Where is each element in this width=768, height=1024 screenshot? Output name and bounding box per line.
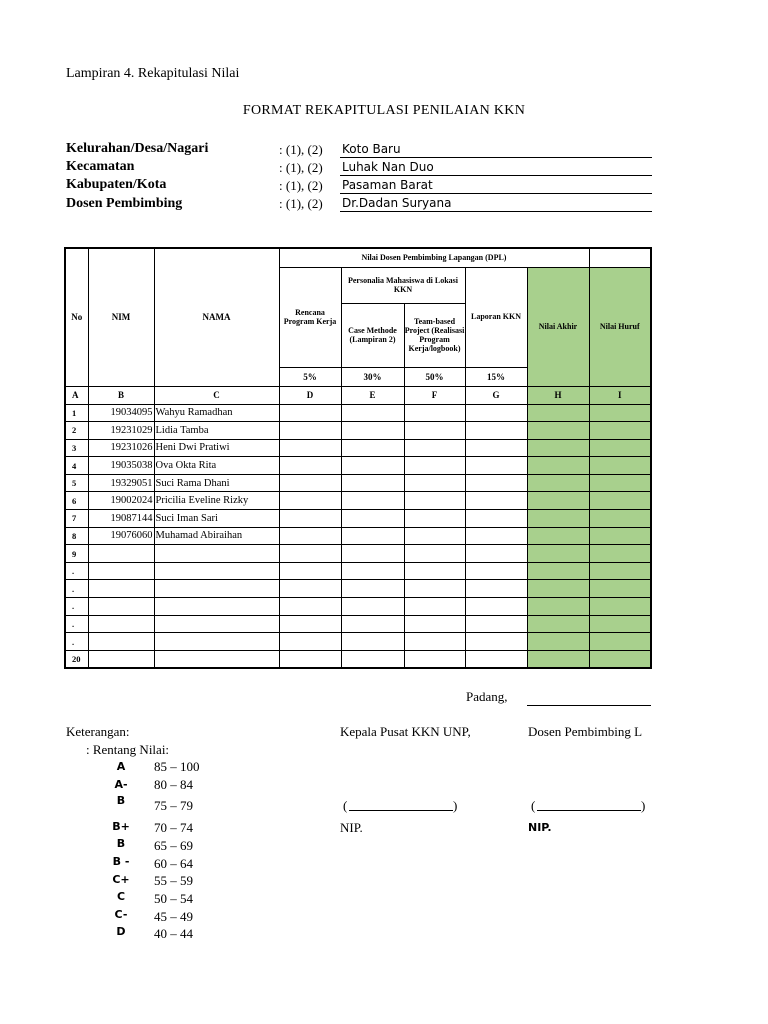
- cell-nilai-huruf[interactable]: [589, 650, 651, 668]
- info-label-kecamatan: Kecamatan: [66, 159, 135, 174]
- cell-rencana[interactable]: [279, 439, 341, 457]
- header-personalia: Personalia Mahasiswa di Lokasi KKN: [341, 267, 465, 303]
- cell-nilai-akhir[interactable]: [527, 580, 589, 598]
- cell-case-method[interactable]: [341, 545, 404, 563]
- signature-line: [537, 810, 641, 811]
- header-nilai-huruf: Nilai Huruf: [589, 267, 651, 386]
- cell-nama: Lidia Tamba: [154, 422, 279, 440]
- cell-team-based[interactable]: [404, 650, 465, 668]
- cell-nim: [88, 615, 154, 633]
- cell-nilai-huruf[interactable]: [589, 598, 651, 616]
- cell-rencana[interactable]: [279, 598, 341, 616]
- keterangan-label: Keterangan:: [66, 724, 130, 739]
- cell-case-method[interactable]: [341, 527, 404, 545]
- cell-no: 1: [65, 404, 88, 422]
- cell-nilai-huruf[interactable]: [589, 633, 651, 651]
- cell-case-method[interactable]: [341, 580, 404, 598]
- cell-nama: [154, 650, 279, 668]
- cell-rencana[interactable]: [279, 457, 341, 475]
- cell-laporan[interactable]: [465, 580, 527, 598]
- cell-nilai-akhir[interactable]: [527, 650, 589, 668]
- cell-nim: 19035038: [88, 457, 154, 475]
- table-row: [65, 650, 651, 668]
- info-value-kecamatan[interactable]: Luhak Nan Duo: [340, 160, 652, 176]
- grade-letter: A-: [114, 778, 128, 791]
- info-code-kecamatan: : (1), (2): [279, 160, 323, 175]
- weight-e: 30%: [341, 367, 404, 386]
- table-row: [65, 404, 651, 422]
- header-nama: NAMA: [154, 248, 279, 386]
- cell-team-based[interactable]: [404, 474, 465, 492]
- table-row: [65, 527, 651, 545]
- cell-team-based[interactable]: [404, 457, 465, 475]
- cell-nilai-akhir[interactable]: [527, 457, 589, 475]
- grade-range: 40 – 44: [154, 926, 193, 941]
- cell-nama: Suci Iman Sari: [154, 510, 279, 528]
- cell-nilai-huruf[interactable]: [589, 615, 651, 633]
- cell-nim: [88, 633, 154, 651]
- cell-nim: 19076060: [88, 527, 154, 545]
- cell-laporan[interactable]: [465, 562, 527, 580]
- cell-team-based[interactable]: [404, 580, 465, 598]
- cell-nama: Pricilia Eveline Rizky: [154, 492, 279, 510]
- cell-nama: [154, 562, 279, 580]
- cell-rencana[interactable]: [279, 510, 341, 528]
- info-label-kelurahan: Kelurahan/Desa/Nagari: [66, 141, 209, 156]
- cell-nama: [154, 598, 279, 616]
- cell-laporan[interactable]: [465, 439, 527, 457]
- cell-laporan[interactable]: [465, 615, 527, 633]
- cell-team-based[interactable]: [404, 598, 465, 616]
- cell-nama: Heni Dwi Pratiwi: [154, 439, 279, 457]
- cell-no: 4: [65, 457, 88, 475]
- grade-range: 45 – 49: [154, 909, 193, 924]
- cell-nama: Ova Okta Rita: [154, 457, 279, 475]
- table-row: [65, 492, 651, 510]
- info-label-dosen: Dosen Pembimbing: [66, 196, 183, 211]
- cell-nilai-huruf[interactable]: [589, 562, 651, 580]
- grade-range: 85 – 100: [154, 759, 200, 774]
- letter-g: G: [465, 386, 527, 404]
- cell-rencana[interactable]: [279, 562, 341, 580]
- grade-letter: D: [116, 925, 126, 938]
- table-row: [65, 474, 651, 492]
- info-code-kelurahan: : (1), (2): [279, 142, 323, 157]
- cell-no: .: [65, 598, 88, 616]
- cell-no: 6: [65, 492, 88, 510]
- weight-g: 15%: [465, 367, 527, 386]
- cell-rencana[interactable]: [279, 404, 341, 422]
- info-value-kabupaten[interactable]: Pasaman Barat: [340, 178, 652, 194]
- cell-case-method[interactable]: [341, 633, 404, 651]
- cell-nilai-akhir[interactable]: [527, 562, 589, 580]
- cell-nama: [154, 615, 279, 633]
- info-code-dosen: : (1), (2): [279, 196, 323, 211]
- cell-laporan[interactable]: [465, 633, 527, 651]
- grade-letter: C: [116, 890, 126, 903]
- table-row: [65, 562, 651, 580]
- student-rows: [65, 404, 651, 668]
- cell-rencana[interactable]: [279, 492, 341, 510]
- letter-i: I: [589, 386, 651, 404]
- header-no: No: [65, 248, 88, 386]
- cell-nim: 19231026: [88, 439, 154, 457]
- cell-case-method[interactable]: [341, 598, 404, 616]
- cell-rencana[interactable]: [279, 527, 341, 545]
- signature-line: [349, 810, 453, 811]
- cell-rencana[interactable]: [279, 580, 341, 598]
- cell-nim: [88, 562, 154, 580]
- cell-nilai-huruf[interactable]: [589, 545, 651, 563]
- kepala-label: Kepala Pusat KKN UNP,: [340, 724, 471, 739]
- grade-letter: B+: [112, 820, 130, 833]
- header-laporan: Laporan KKN: [465, 267, 527, 367]
- cell-nilai-huruf[interactable]: [589, 510, 651, 528]
- cell-team-based[interactable]: [404, 404, 465, 422]
- cell-no: 2: [65, 422, 88, 440]
- date-line[interactable]: [527, 705, 651, 706]
- table-row: [65, 457, 651, 475]
- grade-table: [64, 247, 652, 669]
- cell-rencana[interactable]: [279, 474, 341, 492]
- cell-team-based[interactable]: [404, 439, 465, 457]
- cell-nilai-huruf[interactable]: [589, 422, 651, 440]
- cell-laporan[interactable]: [465, 545, 527, 563]
- cell-laporan[interactable]: [465, 457, 527, 475]
- cell-case-method[interactable]: [341, 457, 404, 475]
- dosen-label: Dosen Pembimbing L: [528, 724, 643, 739]
- cell-team-based[interactable]: [404, 510, 465, 528]
- cell-no: 8: [65, 527, 88, 545]
- header-nilai-akhir: Nilai Akhir: [527, 267, 589, 386]
- info-code-kabupaten: : (1), (2): [279, 178, 323, 193]
- cell-nim: [88, 650, 154, 668]
- cell-case-method[interactable]: [341, 650, 404, 668]
- header-blank: [589, 248, 651, 267]
- grade-letter: B: [116, 794, 126, 807]
- cell-case-method[interactable]: [341, 422, 404, 440]
- header-nim: NIM: [88, 248, 154, 386]
- table-row: [65, 422, 651, 440]
- grade-range: 65 – 69: [154, 838, 193, 853]
- table-row: [65, 510, 651, 528]
- nip-dosen: NIP.: [528, 821, 552, 834]
- cell-nilai-huruf[interactable]: [589, 404, 651, 422]
- cell-nilai-huruf[interactable]: [589, 527, 651, 545]
- cell-nama: Muhamad Abiraihan: [154, 527, 279, 545]
- cell-no: 7: [65, 510, 88, 528]
- grade-letter: A: [116, 760, 126, 773]
- cell-nilai-akhir[interactable]: [527, 404, 589, 422]
- cell-nilai-akhir[interactable]: [527, 545, 589, 563]
- cell-nim: [88, 598, 154, 616]
- grade-range: 75 – 79: [154, 798, 193, 813]
- cell-no: 3: [65, 439, 88, 457]
- table-row: [65, 615, 651, 633]
- cell-nilai-akhir[interactable]: [527, 633, 589, 651]
- table-row: [65, 633, 651, 651]
- cell-team-based[interactable]: [404, 527, 465, 545]
- cell-case-method[interactable]: [341, 615, 404, 633]
- cell-nilai-akhir[interactable]: [527, 474, 589, 492]
- info-value-kelurahan[interactable]: Koto Baru: [340, 142, 652, 158]
- header-team-based: Team-based Project (Realisasi Program Kerja/logbook): [404, 303, 465, 367]
- cell-rencana[interactable]: [279, 650, 341, 668]
- weight-f: 50%: [404, 367, 465, 386]
- cell-team-based[interactable]: [404, 545, 465, 563]
- cell-nilai-akhir[interactable]: [527, 527, 589, 545]
- letter-h: H: [527, 386, 589, 404]
- page-title: FORMAT REKAPITULASI PENILAIAN KKN: [242, 103, 526, 118]
- cell-team-based[interactable]: [404, 615, 465, 633]
- cell-laporan[interactable]: [465, 510, 527, 528]
- cell-rencana[interactable]: [279, 633, 341, 651]
- cell-laporan[interactable]: [465, 492, 527, 510]
- cell-no: .: [65, 580, 88, 598]
- cell-nim: 19329051: [88, 474, 154, 492]
- cell-nim: 19002024: [88, 492, 154, 510]
- cell-case-method[interactable]: [341, 492, 404, 510]
- cell-laporan[interactable]: [465, 527, 527, 545]
- cell-case-method[interactable]: [341, 404, 404, 422]
- cell-nama: Wahyu Ramadhan: [154, 404, 279, 422]
- cell-case-method[interactable]: [341, 562, 404, 580]
- letter-b: B: [88, 386, 154, 404]
- cell-nilai-huruf[interactable]: [589, 474, 651, 492]
- cell-nim: [88, 580, 154, 598]
- cell-no: .: [65, 633, 88, 651]
- cell-case-method[interactable]: [341, 474, 404, 492]
- cell-nilai-akhir[interactable]: [527, 510, 589, 528]
- cell-laporan[interactable]: [465, 598, 527, 616]
- grade-letter: B: [116, 837, 126, 850]
- header-rencana: Rencana Program Kerja: [279, 267, 341, 367]
- cell-nama: [154, 580, 279, 598]
- header-dpl-group: Nilai Dosen Pembimbing Lapangan (DPL): [279, 248, 589, 267]
- grade-letter: C+: [112, 873, 130, 886]
- cell-nilai-huruf[interactable]: [589, 492, 651, 510]
- grade-range: 60 – 64: [154, 856, 193, 871]
- cell-nilai-huruf[interactable]: [589, 439, 651, 457]
- letter-c: C: [154, 386, 279, 404]
- cell-nama: [154, 545, 279, 563]
- cell-nama: [154, 633, 279, 651]
- grade-range: 55 – 59: [154, 873, 193, 888]
- table-row: [65, 598, 651, 616]
- letter-e: E: [341, 386, 404, 404]
- table-row: [65, 545, 651, 563]
- cell-rencana[interactable]: [279, 545, 341, 563]
- grade-letter: B -: [112, 855, 130, 868]
- cell-no: .: [65, 562, 88, 580]
- cell-case-method[interactable]: [341, 439, 404, 457]
- grade-letter: C-: [114, 908, 128, 921]
- cell-nim: 19087144: [88, 510, 154, 528]
- signature-kepala[interactable]: ( ): [343, 798, 458, 813]
- cell-team-based[interactable]: [404, 633, 465, 651]
- cell-nama: Suci Rama Dhani: [154, 474, 279, 492]
- cell-case-method[interactable]: [341, 510, 404, 528]
- cell-laporan[interactable]: [465, 422, 527, 440]
- letter-f: F: [404, 386, 465, 404]
- letter-a: A: [65, 386, 88, 404]
- info-value-dosen[interactable]: Dr.Dadan Suryana: [340, 196, 652, 212]
- cell-rencana[interactable]: [279, 422, 341, 440]
- cell-nilai-akhir[interactable]: [527, 422, 589, 440]
- info-label-kabupaten: Kabupaten/Kota: [66, 177, 167, 192]
- cell-nim: [88, 545, 154, 563]
- cell-team-based[interactable]: [404, 492, 465, 510]
- cell-no: .: [65, 615, 88, 633]
- weight-d: 5%: [279, 367, 341, 386]
- header-case-method: Case Methode (Lampiran 2): [341, 303, 404, 367]
- cell-laporan[interactable]: [465, 650, 527, 668]
- rentang-label: : Rentang Nilai:: [86, 742, 170, 757]
- lampiran-label: Lampiran 4. Rekapitulasi Nilai: [66, 66, 240, 81]
- grade-range: 70 – 74: [154, 820, 193, 835]
- letter-d: D: [279, 386, 341, 404]
- table-row: [65, 439, 651, 457]
- cell-nilai-huruf[interactable]: [589, 457, 651, 475]
- nip-kepala: NIP.: [340, 820, 363, 835]
- cell-nim: 19034095: [88, 404, 154, 422]
- cell-laporan[interactable]: [465, 474, 527, 492]
- letter-row: [65, 386, 651, 404]
- cell-no: 20: [65, 650, 88, 668]
- cell-rencana[interactable]: [279, 615, 341, 633]
- cell-nilai-akhir[interactable]: [527, 492, 589, 510]
- cell-nim: 19231029: [88, 422, 154, 440]
- grade-range: 50 – 54: [154, 891, 193, 906]
- cell-nilai-akhir[interactable]: [527, 615, 589, 633]
- cell-team-based[interactable]: [404, 562, 465, 580]
- table-row: [65, 580, 651, 598]
- grade-range: 80 – 84: [154, 777, 193, 792]
- cell-team-based[interactable]: [404, 422, 465, 440]
- cell-nilai-akhir[interactable]: [527, 598, 589, 616]
- cell-nilai-akhir[interactable]: [527, 439, 589, 457]
- signature-dosen[interactable]: ( ): [531, 798, 646, 813]
- cell-laporan[interactable]: [465, 404, 527, 422]
- cell-nilai-huruf[interactable]: [589, 580, 651, 598]
- place-label: Padang,: [466, 689, 508, 704]
- cell-no: 9: [65, 545, 88, 563]
- cell-no: 5: [65, 474, 88, 492]
